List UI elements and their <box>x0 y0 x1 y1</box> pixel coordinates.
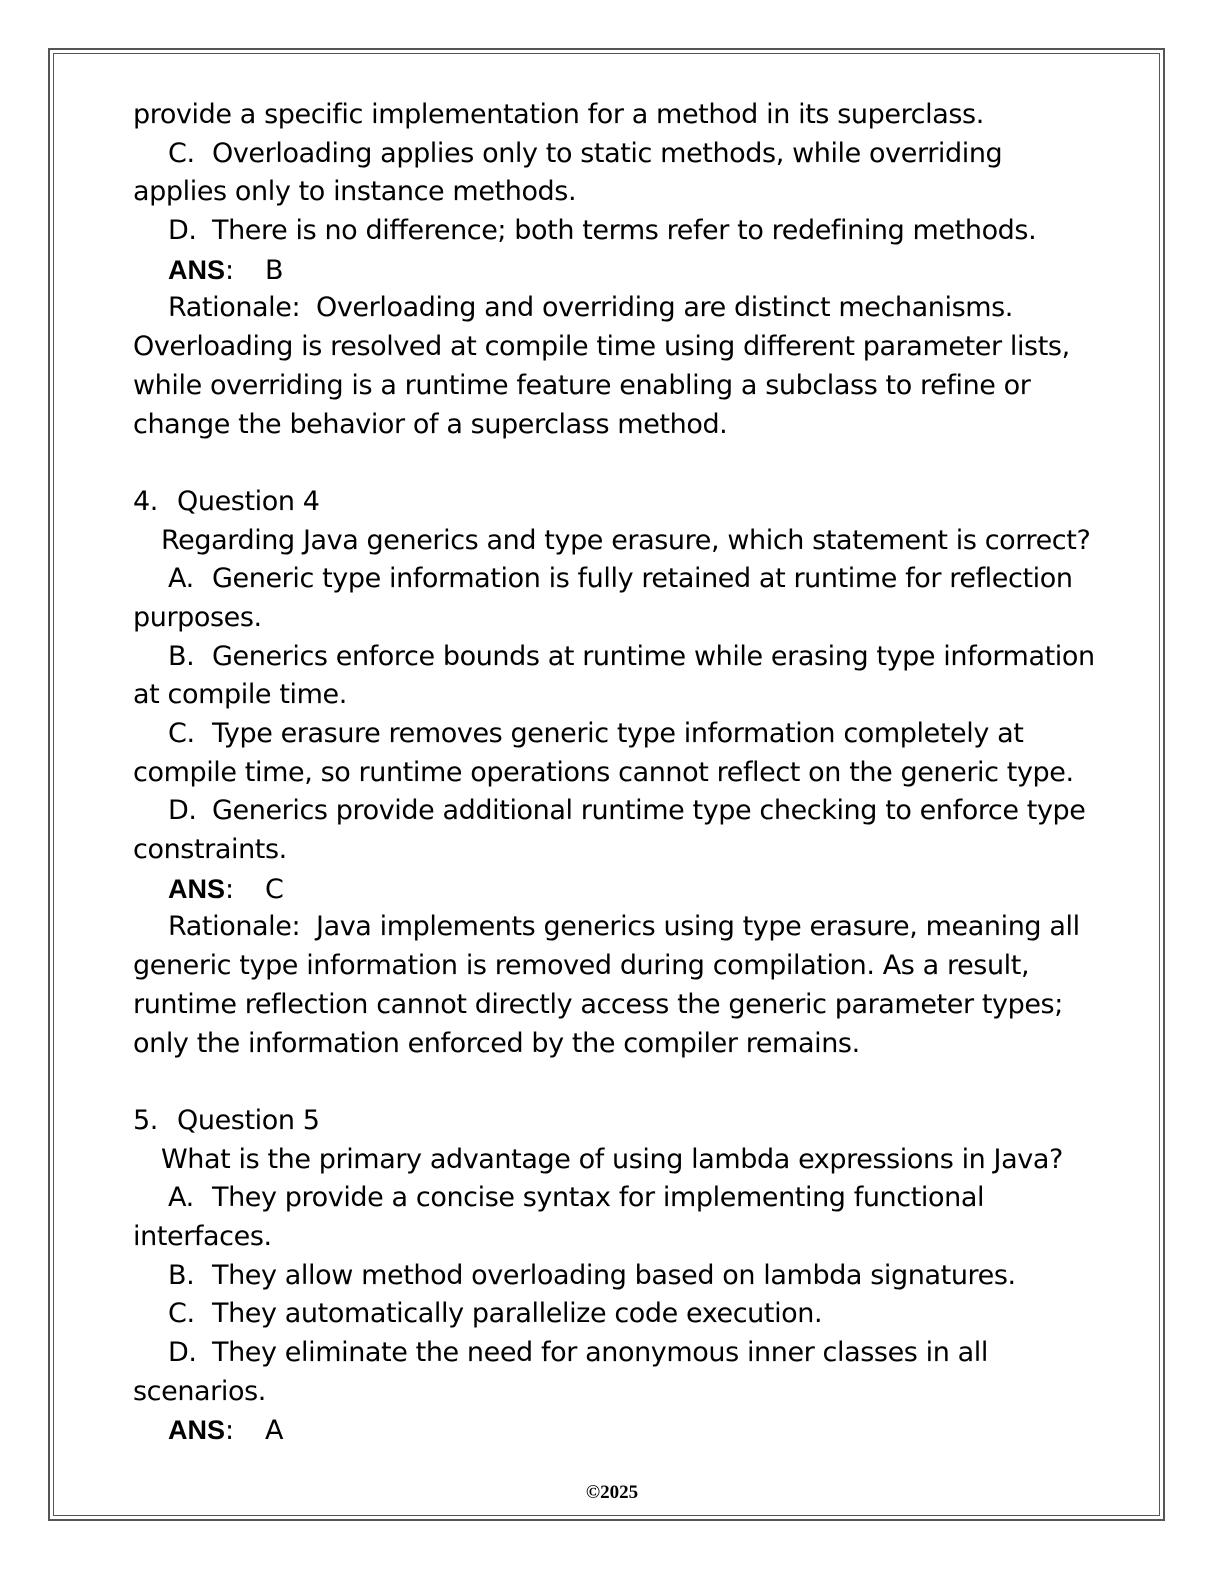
q5-prompt: What is the primary advantage of using lambda expressions in Java? <box>161 1143 1063 1175</box>
answer-label: ANS <box>168 873 226 904</box>
q5-option-b <box>133 1257 1093 1296</box>
option-text: Generic type information is fully retained at runtime for reflection <box>212 563 1073 595</box>
q4-heading <box>133 483 1093 522</box>
option-text: They provide a concise syntax for implementing functional <box>212 1182 985 1214</box>
option-letter: A. <box>168 563 194 595</box>
option-text: Generics enforce bounds at runtime while erasing type information <box>212 640 1095 672</box>
q4-option-b <box>133 638 1093 677</box>
q4-rationale <box>133 908 1093 947</box>
q3-rationale-line3: while overriding is a runtime feature enabling a subclass to refine or <box>133 369 1031 401</box>
option-text: They eliminate the need for anonymous inner classes in all <box>212 1337 988 1368</box>
answer-colon: : <box>225 1415 234 1447</box>
q5-option-c <box>133 1295 1093 1334</box>
rationale-label: Rationale: <box>168 292 301 324</box>
q4-option-b-continuation: at compile time. <box>133 679 347 711</box>
q3-option-d <box>133 212 1093 251</box>
document-body <box>133 96 1093 1450</box>
question-number: 4. <box>133 485 158 517</box>
option-text: They automatically parallelize code execution. <box>212 1298 823 1330</box>
q4-rationale-line3: runtime reflection cannot directly access the generic parameter types; <box>133 988 1063 1020</box>
answer-colon: : <box>225 254 234 286</box>
option-letter: C. <box>168 718 195 749</box>
rationale-text: Overloading and overriding are distinct mechanisms. <box>316 292 1013 324</box>
question-number: 5. <box>133 1104 158 1136</box>
option-text: Overloading applies only to static methods, while overriding <box>212 137 1003 169</box>
q5-option-d <box>133 1334 1093 1373</box>
option-letter: A. <box>168 1182 194 1214</box>
q4-prompt: Regarding Java generics and type erasure, which statement is correct? <box>161 524 1091 556</box>
spacer <box>133 444 1093 483</box>
q3-rationale-line2: Overloading is resolved at compile time using different parameter lists, <box>133 331 1070 363</box>
q5-option-a <box>133 1179 1093 1218</box>
option-letter: D. <box>168 215 197 247</box>
q3-rationale-line4: change the behavior of a superclass method. <box>133 408 728 440</box>
answer-value: C <box>265 873 284 905</box>
q4-rationale-line4: only the information enforced by the compiler remains. <box>133 1027 860 1059</box>
answer-value: B <box>265 254 284 286</box>
q4-option-c-continuation: compile time, so runtime operations cannot reflect on the generic type. <box>133 756 1074 788</box>
option-letter: B. <box>168 640 195 672</box>
answer-label: ANS <box>168 254 226 285</box>
option-letter: D. <box>168 795 197 827</box>
q5-heading <box>133 1102 1093 1141</box>
q3-answer <box>133 251 1093 290</box>
spacer <box>133 1063 1093 1102</box>
option-letter: B. <box>168 1259 195 1291</box>
q3-rationale <box>133 289 1093 328</box>
question-title: Question 4 <box>177 485 320 517</box>
copyright-footer: ©2025 <box>585 1482 639 1503</box>
option-text: Type erasure removes generic type information completely at <box>212 718 1024 749</box>
answer-value: A <box>265 1415 284 1447</box>
q5-option-d-continuation: scenarios. <box>133 1375 266 1407</box>
rationale-label: Rationale: <box>168 911 301 943</box>
q4-option-a <box>133 560 1093 599</box>
option-letter: C. <box>168 137 195 169</box>
option-letter: C. <box>168 1298 195 1330</box>
option-text: Generics provide additional runtime type checking to enforce type <box>212 795 1086 827</box>
question-title: Question 5 <box>177 1104 320 1136</box>
q4-option-c <box>133 715 1093 754</box>
rationale-text: Java implements generics using type erasure, meaning all <box>316 911 1080 943</box>
q3-option-c <box>133 135 1093 174</box>
answer-colon: : <box>225 873 234 905</box>
q4-answer <box>133 870 1093 909</box>
q3-option-c-continuation: applies only to instance methods. <box>133 176 577 208</box>
q4-option-d-continuation: constraints. <box>133 834 287 866</box>
option-text: They allow method overloading based on lambda signatures. <box>212 1259 1016 1291</box>
q4-option-a-continuation: purposes. <box>133 601 262 633</box>
option-letter: D. <box>168 1337 197 1368</box>
option-text: There is no difference; both terms refer to redefining methods. <box>212 215 1037 247</box>
q4-option-d <box>133 792 1093 831</box>
q4-rationale-line2: generic type information is removed during compilation. As a result, <box>133 950 1030 982</box>
q5-answer <box>133 1411 1093 1450</box>
q3-option-b-continuation: provide a specific implementation for a method in its superclass. <box>133 99 984 130</box>
q5-option-a-continuation: interfaces. <box>133 1220 272 1252</box>
answer-label: ANS <box>168 1415 226 1446</box>
